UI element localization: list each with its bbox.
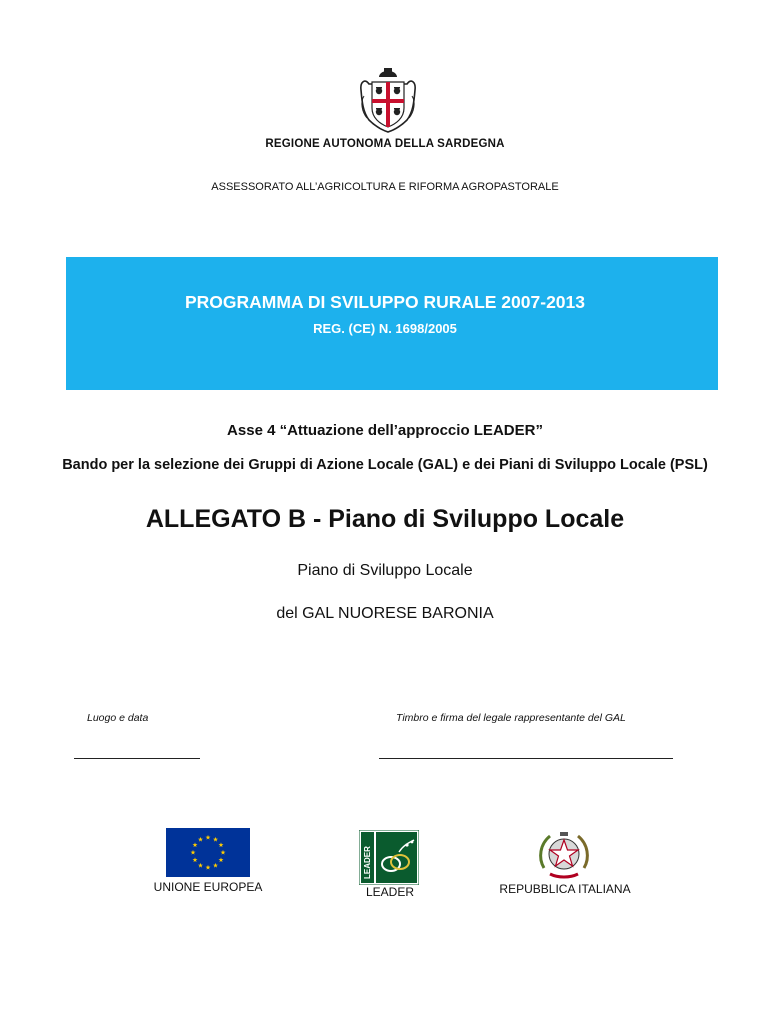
- stamp-signature-label: Timbro e firma del legale rappresentante del GAL: [396, 712, 626, 724]
- eu-flag-icon: [166, 828, 250, 877]
- leader-logo-text: LEADER: [363, 846, 372, 879]
- gal-name: del GAL NUORESE BARONIA: [276, 605, 494, 622]
- place-date-line: [74, 758, 200, 759]
- leader-logo-icon: [359, 830, 419, 885]
- signature-line: [379, 758, 673, 759]
- eu-label: UNIONE EUROPEA: [153, 880, 263, 894]
- italian-emblem-icon: [536, 828, 592, 882]
- axis-heading: Asse 4 “Attuazione dell’approccio LEADER”: [227, 422, 543, 439]
- region-name: REGIONE AUTONOMA DELLA SARDEGNA: [265, 138, 505, 150]
- document-title: ALLEGATO B - Piano di Sviluppo Locale: [145, 505, 625, 533]
- program-regulation: REG. (CE) N. 1698/2005: [313, 321, 457, 336]
- bando-heading: Bando per la selezione dei Gruppi di Azione Locale (GAL) e dei Piani di Sviluppo Locale (PSL): [62, 457, 708, 473]
- program-title: PROGRAMMA DI SVILUPPO RURALE 2007-2013: [185, 292, 585, 312]
- sardinia-crest-icon: [355, 68, 421, 134]
- leader-label: LEADER: [365, 885, 415, 899]
- assessorato-title: ASSESSORATO ALL’AGRICOLTURA E RIFORMA AGROPASTORALE: [211, 181, 559, 193]
- place-date-label: Luogo e data: [87, 712, 149, 724]
- italy-label: REPUBBLICA ITALIANA: [499, 882, 631, 896]
- psl-subtitle: Piano di Sviluppo Locale: [297, 562, 473, 579]
